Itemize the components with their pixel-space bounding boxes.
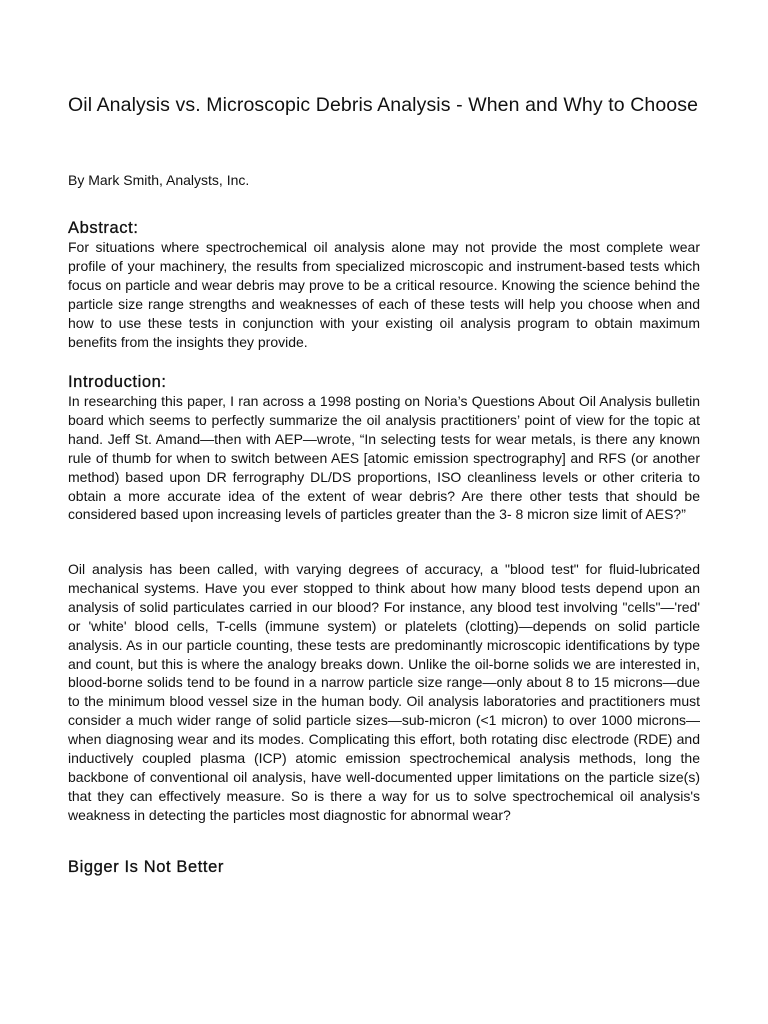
document-page bbox=[68, 92, 700, 876]
abstract-section bbox=[68, 218, 700, 351]
abstract-heading: Abstract: bbox=[68, 219, 139, 237]
introduction-paragraph-2: Oil analysis has been called, with varying degrees of accuracy, a "blood test" for fluid-lubricated mechanical systems. Have you ever stopped to think about how many blood tests depend upon an analysis of solid particulates carried in our blood? For instance, any blood test involving "cells"—'red' or 'white' blood cells, T-cells (immune system) or platelets (clotting)—depends on solid particle analysis. As in our particle counting, these tests are predominantly microscopic identifications by type and count, but this is where the analogy breaks down. Unlike the oil-borne solids we are interested in, blood-borne solids tend to be found in a narrow particle size range—only about 8 to 15 microns—due to the minimum blood vessel size in the human body. Oil analysis laboratories and practitioners must consider a much wider range of solid particle sizes—sub-micron (<1 micron) to over 1000 microns—when diagnosing wear and its modes. Complicating this effort, both rotating disc electrode (RDE) and inductively coupled plasma (ICP) atomic emission spectrochemical analysis methods, long the backbone of conventional oil analysis, have well-documented upper limitations on the particle size(s) that they can effectively measure. So is there a way for us to solve spectrochemical oil analysis's weakness in detecting the particles most diagnostic for abnormal wear? bbox=[68, 561, 700, 823]
byline: By Mark Smith, Analysts, Inc. bbox=[68, 172, 250, 188]
introduction-paragraph-1: In researching this paper, I ran across a 1998 posting on Noria’s Questions About Oil Analysis bulletin board which seems to perfectly summarize the oil analysis practitioners’ point of view for the topic at hand. Jeff St. Amand—then with AEP—wrote, “In selecting tests for wear metals, is there any known rule of thumb for when to switch between AES [atomic emission spectrography] and RFS (or another method) based upon DR ferrography DL/DS proportions, ISO cleanliness levels or other criteria to obtain a more accurate idea of the extent of wear debris? Are there other tests that should be considered based upon increasing levels of particles greater than the 3- 8 micron size limit of AES?” bbox=[68, 393, 700, 523]
introduction-heading: Introduction: bbox=[68, 373, 167, 391]
document-title: Oil Analysis vs. Microscopic Debris Analysis - When and Why to Choose bbox=[68, 94, 699, 116]
introduction-section bbox=[68, 372, 700, 524]
abstract-text: For situations where spectrochemical oil analysis alone may not provide the most complete wear profile of your machinery, the results from specialized microscopic and instrument-based tests which focus on particle and wear debris may prove to be a critical resource. Knowing the science behind the particle size range strengths and weaknesses of each of these tests will help you choose when and how to use these tests in conjunction with your existing oil analysis program to obtain maximum benefits from the insights they provide. bbox=[68, 239, 700, 350]
bigger-is-not-better-heading: Bigger Is Not Better bbox=[68, 858, 224, 876]
